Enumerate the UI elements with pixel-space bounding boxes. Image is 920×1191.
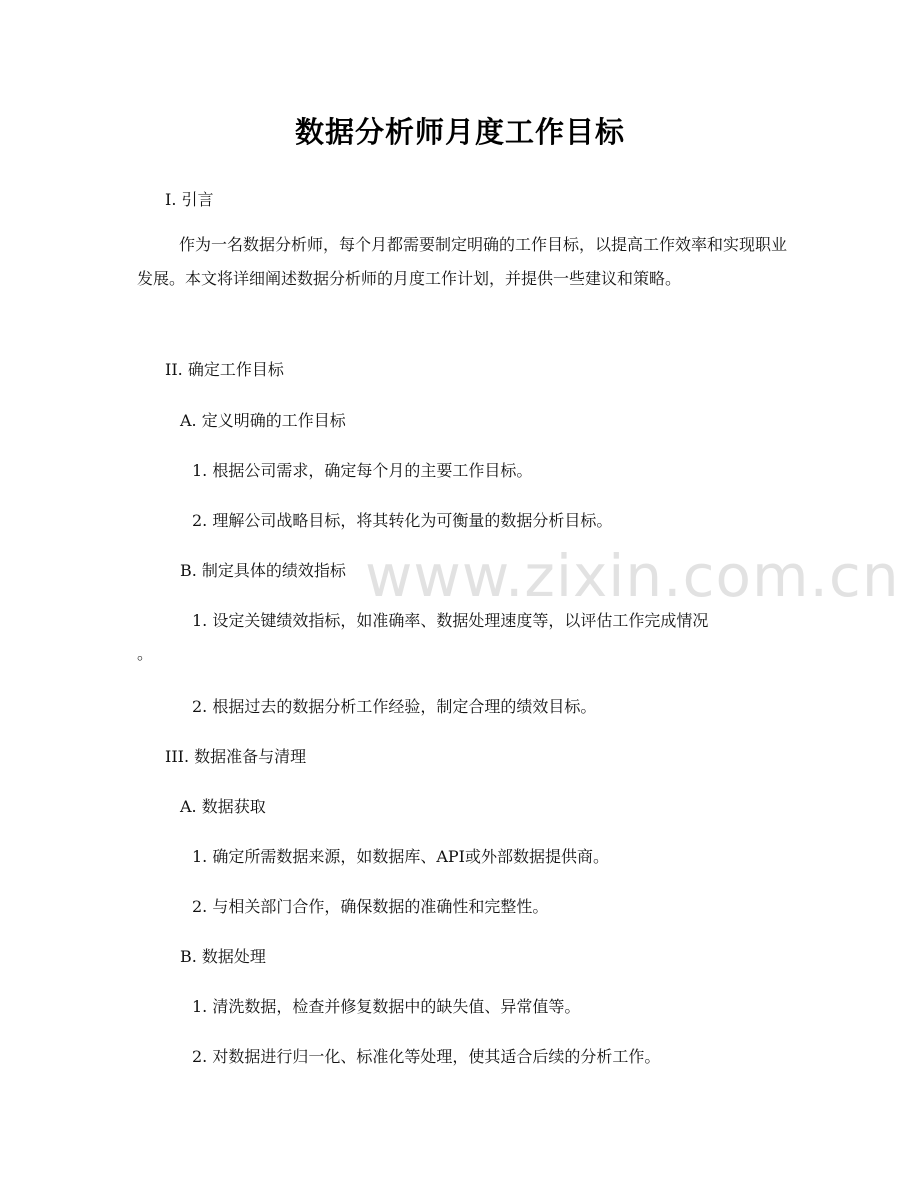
list-item: 2. 根据过去的数据分析工作经验，制定合理的绩效目标。	[192, 697, 597, 716]
page-title: 数据分析师月度工作目标	[294, 115, 625, 149]
subsection-heading-2b: B. 制定具体的绩效指标	[180, 561, 346, 580]
subsection-heading-3a: A. 数据获取	[180, 797, 266, 816]
list-item-wrap-tail: 。	[137, 644, 154, 663]
list-item: 2. 对数据进行归一化、标准化等处理，使其适合后续的分析工作。	[192, 1047, 661, 1066]
list-item: 1. 设定关键绩效指标，如准确率、数据处理速度等，以评估工作完成情况	[192, 611, 709, 630]
subsection-heading-3b: B. 数据处理	[180, 947, 266, 966]
list-item: 1. 清洗数据，检查并修复数据中的缺失值、异常值等。	[192, 997, 581, 1016]
watermark-text: www.zixin.com.cn	[365, 542, 900, 610]
list-item: 2. 与相关部门合作，确保数据的准确性和完整性。	[192, 897, 549, 916]
section-heading-1: I. 引言	[165, 190, 214, 209]
list-item: 1. 确定所需数据来源，如数据库、API或外部数据提供商。	[192, 847, 609, 866]
list-item: 2. 理解公司战略目标，将其转化为可衡量的数据分析目标。	[192, 511, 613, 530]
list-item: 1. 根据公司需求，确定每个月的主要工作目标。	[192, 461, 533, 480]
section-heading-2: II. 确定工作目标	[165, 360, 284, 379]
subsection-heading-2a: A. 定义明确的工作目标	[180, 411, 346, 430]
section-heading-3: III. 数据准备与清理	[165, 747, 307, 766]
intro-paragraph: 作为一名数据分析师，每个月都需要制定明确的工作目标，以提高工作效率和实现职业发展。本文将详细阐述数据分析师的月度工作计划，并提供一些建议和策略。	[137, 235, 788, 288]
